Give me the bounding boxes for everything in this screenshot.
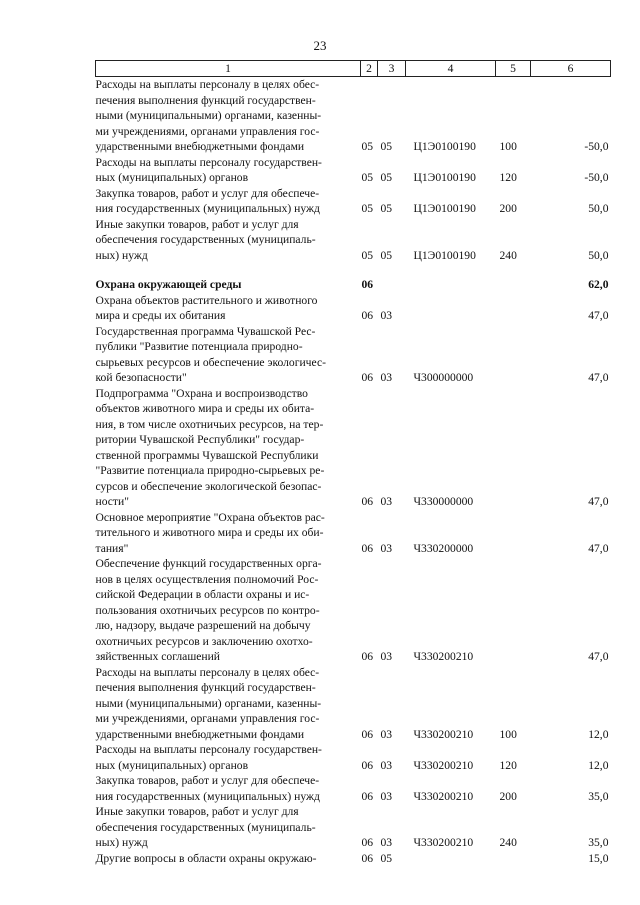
table-row [96,851,611,867]
name-line: ния государственных (муниципальных) нужд [95,202,320,215]
cell-c3: 03 [380,650,393,663]
header-row [96,61,611,77]
cell-c6: 47,0 [588,650,609,663]
cell-c3: 03 [380,495,393,508]
cell-c2: 06 [361,650,374,663]
cell-c2: 06 [361,371,374,384]
cell-c3: 05 [380,140,393,153]
name-line: Закупка товаров, работ и услуг для обеспече- [95,774,320,787]
cell-c4: Ц1Э0100190 [413,140,476,153]
cell-c6: 47,0 [588,541,609,555]
row-name [96,217,361,264]
row-name [96,277,361,293]
name-line: Охрана окружающей среды [95,278,242,291]
cell-c3: 03 [380,836,393,849]
cell-c6: -50,0 [584,171,609,184]
cell-c3: 03 [380,727,393,741]
table-row [96,665,611,743]
table-row [96,155,611,186]
name-line: ударственными внебюджетными фондами [95,727,305,741]
row-name [96,804,361,851]
name-line: ми учреждениями, органами управления гос- [95,712,320,725]
cell-c2: 06 [361,836,374,849]
row-name [96,386,361,510]
cell-c3: 05 [380,202,393,215]
name-line: ударственными внебюджетными фондами [95,140,305,153]
name-line: лю, надзору, выдаче разрешений на добычу [95,619,311,632]
name-line: ния государственных (муниципальных) нужд [95,789,320,803]
cell-c4: Ч330200210 [413,650,474,663]
name-line: публики "Развитие потенциала природно- [95,340,303,353]
cell-c5: 200 [499,789,517,803]
row-name [96,186,361,217]
table-row [96,742,611,773]
name-line: сурсов и обеспечение экологической безопас- [95,479,322,493]
cell-c2: 06 [361,758,374,772]
name-line: Расходы на выплаты персоналу в целях обес- [95,665,320,679]
name-line: Иные закупки товаров, работ и услуг для [95,217,299,231]
cell-c4 [406,851,496,867]
name-line: тания" [95,541,129,555]
cell-c4: Ц1Э0100190 [413,248,476,262]
name-line: объектов животного мира и среды их обита- [95,402,315,415]
cell-c2: 05 [361,171,374,184]
cell-c4: Ч330000000 [413,495,474,508]
cell-c6: 47,0 [588,371,609,384]
name-line: ных) нужд [95,248,148,262]
cell-c5 [496,556,531,665]
table-row [96,804,611,851]
cell-c2: 06 [361,278,374,291]
cell-c5 [496,510,531,557]
row-name [96,77,361,155]
cell-c2: 06 [361,851,374,865]
cell-c3 [378,277,406,293]
name-line: печения выполнения функций государствен- [95,681,316,694]
cell-c6: 12,0 [588,727,609,741]
cell-c4: Ч330200210 [413,758,474,772]
cell-c2: 06 [361,495,374,508]
cell-c5 [496,386,531,510]
name-line: "Развитие потенциала природно-сырьевых ре- [95,464,325,477]
spacer-cell [96,263,611,277]
cell-c5: 240 [499,248,517,262]
header-cell-2: 2 [361,61,378,77]
cell-c2: 05 [361,202,374,215]
cell-c6: 12,0 [588,758,609,772]
cell-c4: Ч330200000 [413,541,474,555]
name-line: ными (муниципальными) органами, казенны- [95,696,322,710]
name-line: ми учреждениями, органами управления гос- [95,124,320,138]
table-row [96,277,611,293]
name-line: Закупка товаров, работ и услуг для обеспече- [95,186,320,200]
row-name [96,665,361,743]
cell-c5 [496,851,531,867]
name-line: обеспечения государственных (муниципаль- [95,233,316,246]
name-line: Расходы на выплаты персоналу государствен- [95,155,322,169]
cell-c6: 62,0 [588,278,609,291]
cell-c4: Ч330200210 [413,727,474,741]
cell-c5: 200 [499,202,517,215]
cell-c5: 100 [499,727,517,741]
table-row [96,186,611,217]
cell-c2: 06 [361,309,374,322]
name-line: Другие вопросы в области охраны окружаю- [95,851,317,865]
row-name [96,773,361,804]
table-row [96,293,611,324]
cell-c3: 03 [380,758,393,772]
name-line: ных) нужд [95,836,148,849]
cell-c2: 06 [361,789,374,803]
name-line: сийской Федерации в области охраны и ис- [95,588,310,601]
cell-c5 [496,293,531,324]
cell-c5: 100 [499,140,517,153]
table-row [96,77,611,155]
cell-c3: 03 [380,309,393,322]
name-line: тительного и животного мира и среды их оби- [95,526,324,539]
name-line: Государственная программа Чувашской Рес- [95,324,316,338]
cell-c6: 47,0 [588,309,609,322]
name-line: ритории Чувашской Республики" государ- [95,433,305,446]
page-number: 23 [313,38,327,53]
cell-c4 [406,293,496,324]
name-line: зяйственных соглашений [95,650,221,663]
cell-c6: 35,0 [588,789,609,803]
name-line: обеспечения государственных (муниципаль- [95,820,316,834]
name-line: ными (муниципальными) органами, казенны- [95,109,322,122]
name-line: пользования охотничьих ресурсов по контро- [95,603,320,617]
cell-c5: 120 [499,758,517,772]
name-line: Основное мероприятие "Охрана объектов рас- [95,510,325,524]
table-row [96,773,611,804]
row-name [96,510,361,557]
cell-c6: 50,0 [588,202,609,215]
name-line: охотничьих ресурсов и заключению охотхо- [95,634,313,648]
name-line: нов в целях осуществления полномочий Рос- [95,572,319,586]
cell-c6: 15,0 [588,851,609,865]
name-line: Расходы на выплаты персоналу в целях обес- [95,78,320,91]
header-cell-1: 1 [96,61,361,77]
cell-c3: 05 [380,248,393,262]
budget-table [95,60,611,866]
table-row [96,217,611,264]
table-row [96,510,611,557]
cell-c3: 03 [380,371,393,384]
cell-c4: Ч300000000 [413,371,474,384]
cell-c3: 03 [380,541,393,555]
cell-c2: 05 [361,140,374,153]
cell-c3: 03 [380,789,393,803]
header-cell-6: 6 [531,61,611,77]
cell-c6: 47,0 [588,495,609,508]
name-line: сырьевых ресурсов и обеспечение экологичес- [95,355,326,369]
cell-c5: 240 [499,836,517,849]
cell-c2: 06 [361,541,374,555]
table-row [96,386,611,510]
name-line: ных (муниципальных) органов [95,171,249,184]
row-name [96,742,361,773]
cell-c4: Ч330200210 [413,836,474,849]
cell-c3: 05 [380,171,393,184]
row-name [96,155,361,186]
spacer-row [96,263,611,277]
cell-c4: Ц1Э0100190 [413,171,476,184]
name-line: Иные закупки товаров, работ и услуг для [95,805,299,818]
table-row [96,324,611,386]
row-name [96,851,361,867]
cell-c6: 35,0 [588,836,609,849]
table-body [96,77,611,867]
name-line: ности" [95,495,129,508]
name-line: ных (муниципальных) органов [95,758,249,772]
cell-c6: 50,0 [588,248,609,262]
cell-c4 [406,277,496,293]
cell-c5: 120 [499,171,517,184]
header-cell-4: 4 [406,61,496,77]
cell-c3: 05 [380,851,393,865]
name-line: кой безопасности" [95,371,187,384]
cell-c4: Ч330200210 [413,789,474,803]
row-name [96,556,361,665]
table-header [96,61,611,77]
name-line: Обеспечение функций государственных орга- [95,557,322,570]
name-line: Охрана объектов растительного и животного [95,293,318,307]
name-line: ственной программы Чувашской Республики [95,448,319,462]
cell-c2: 05 [361,248,374,262]
name-line: печения выполнения функций государствен- [95,93,316,107]
name-line: мира и среды их обитания [95,309,226,322]
cell-c6: -50,0 [584,140,609,153]
cell-c4: Ц1Э0100190 [413,202,476,215]
cell-c5 [496,324,531,386]
cell-c2: 06 [361,727,374,741]
row-name [96,293,361,324]
header-cell-3: 3 [378,61,406,77]
name-line: Расходы на выплаты персоналу государствен- [95,743,322,756]
table-row [96,556,611,665]
header-cell-5: 5 [496,61,531,77]
name-line: ния, в том числе охотничьих ресурсов, на тер- [95,417,324,431]
name-line: Подпрограмма "Охрана и воспроизводство [95,386,308,400]
row-name [96,324,361,386]
cell-c5 [496,277,531,293]
